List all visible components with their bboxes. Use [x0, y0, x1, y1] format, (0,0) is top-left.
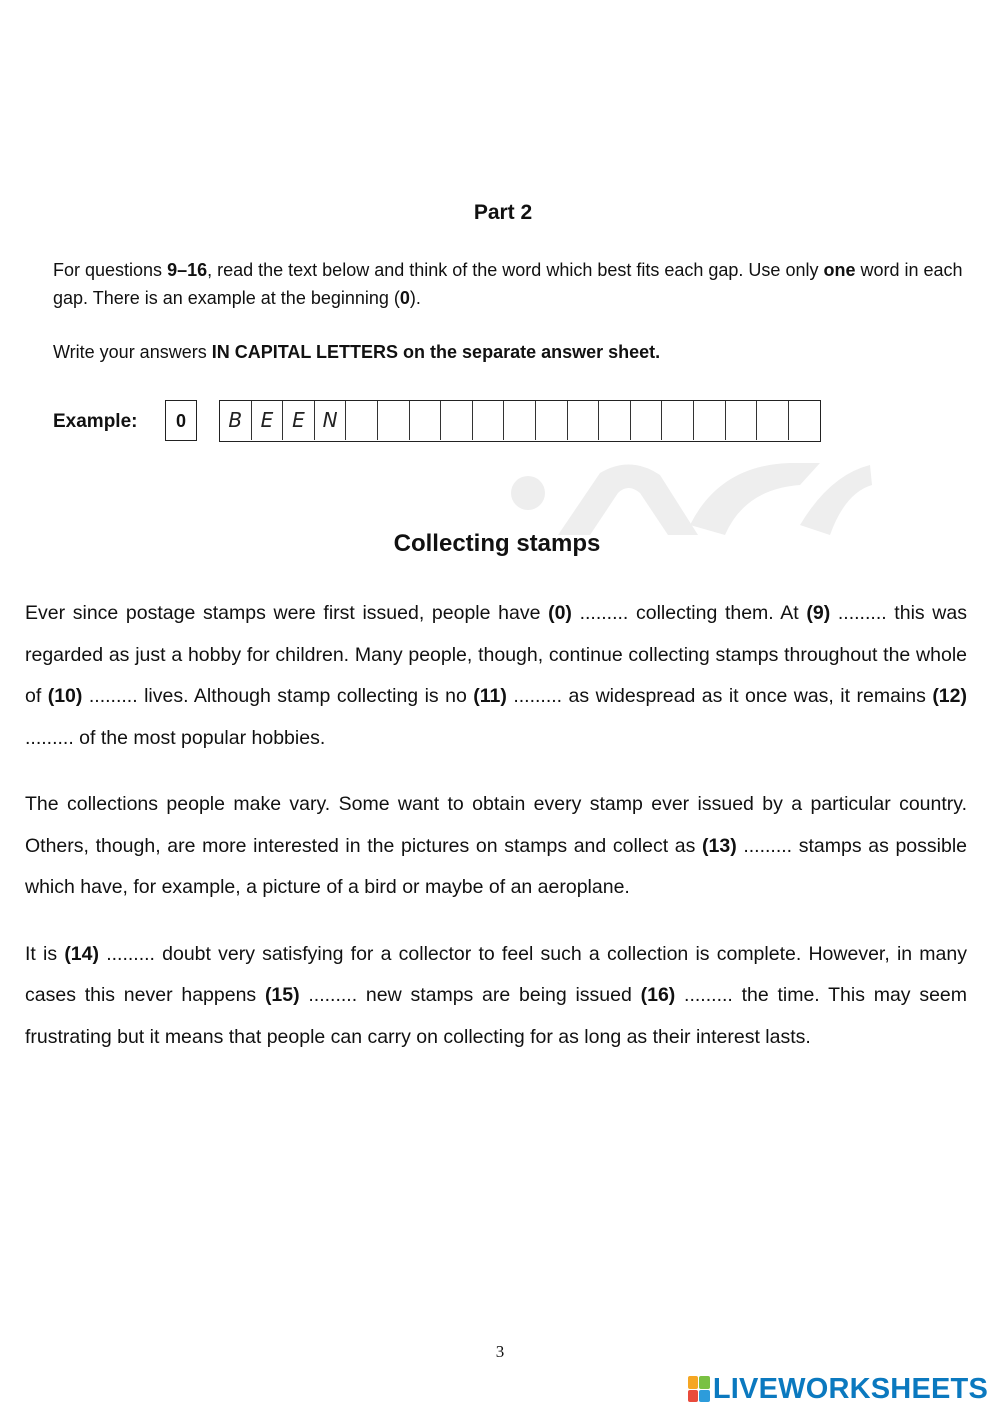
background-watermark	[500, 455, 880, 535]
answer-cell	[757, 401, 789, 440]
text-run: The collections people make vary. Some want to obtain every stamp ever issued by a particular country. Others, though, are more interested in the pictures on stamps and collect as	[25, 793, 967, 857]
answer-cell	[536, 401, 568, 440]
answer-cell	[504, 401, 536, 440]
instruction-questions	[53, 256, 973, 312]
bold-text: 0	[399, 288, 410, 308]
passage-paragraph	[25, 593, 967, 759]
watermark-shapes	[511, 463, 872, 535]
page-number: 3	[495, 1342, 505, 1361]
answer-cell: E	[283, 401, 315, 440]
bold-text: (0)	[548, 602, 572, 624]
text-run: ......... collecting them. At	[571, 602, 807, 624]
logo-tile	[688, 1390, 699, 1403]
instructions	[53, 256, 973, 366]
example-number-box: 0	[165, 400, 197, 441]
bold-text: (12)	[932, 685, 967, 707]
answer-cell: B	[220, 401, 252, 440]
answer-cell: E	[252, 401, 284, 440]
text-run: For questions	[53, 260, 168, 280]
answer-cell	[441, 401, 473, 440]
bold-text: (10)	[47, 685, 83, 707]
logo-tile	[699, 1390, 710, 1403]
text-run: ).	[409, 288, 421, 308]
answer-cell	[346, 401, 378, 440]
bold-text: (16)	[640, 984, 676, 1006]
text-run: , read the text below and think of the word which best fits each gap. Use only	[207, 260, 824, 280]
bold-text: 9–16	[167, 260, 208, 280]
part-title: Part 2	[473, 201, 533, 224]
watermark-stroke	[800, 465, 872, 535]
text-run: word in each gap. There is an example at the beginning (	[53, 260, 963, 308]
example-label: Example:	[53, 411, 138, 432]
text-run: ......... of the most popular hobbies.	[25, 726, 326, 749]
answer-cell: N	[315, 401, 347, 440]
passage	[25, 593, 967, 1058]
logo-tile	[688, 1376, 699, 1389]
text-run: ......... the time. This may seem frustrating but it means that people can carry on collecting for as long as their interest lasts.	[25, 984, 967, 1048]
brand-name: LIVEWORKSHEETS	[712, 1372, 988, 1405]
answer-cell	[473, 401, 505, 440]
answer-cell	[568, 401, 600, 440]
bold-text: (14)	[64, 942, 99, 965]
text-run: Ever since postage stamps were first issued, people have	[25, 602, 549, 624]
answer-cell	[694, 401, 726, 440]
text-title: Collecting stamps	[393, 530, 601, 557]
text-run: ......... lives. Although stamp collecting is no	[82, 685, 474, 707]
answer-cell	[789, 401, 821, 440]
liveworksheets-brand[interactable]	[688, 1372, 988, 1406]
passage-paragraph	[25, 934, 967, 1059]
watermark-arch	[558, 464, 698, 535]
text-run: Write your answers	[53, 342, 212, 362]
bold-text: IN CAPITAL LETTERS on the separate answer sheet.	[211, 342, 661, 362]
text-run: ......... stamps as possible which have, for example, a picture of a bird or maybe of an aeroplane.	[25, 834, 967, 898]
answer-cell	[631, 401, 663, 440]
answer-cell	[599, 401, 631, 440]
text-run: ......... new stamps are being issued	[299, 984, 641, 1006]
example-answer-grid	[219, 400, 821, 442]
text-run: It is	[25, 942, 65, 965]
bold-text: (13)	[702, 834, 737, 857]
liveworksheets-logo-icon	[688, 1376, 710, 1402]
answer-cell	[410, 401, 442, 440]
watermark-dot	[511, 476, 545, 510]
passage-paragraph	[25, 784, 967, 909]
text-run: ......... doubt very satisfying for a collector to feel such a collection is complete. However, in many cases this never happens	[25, 942, 967, 1006]
answer-cell	[662, 401, 694, 440]
logo-tile	[699, 1376, 710, 1389]
answer-cell	[726, 401, 758, 440]
bold-text: one	[823, 260, 856, 280]
instruction-answer-format	[53, 338, 973, 366]
bold-text: (11)	[473, 685, 507, 707]
text-run: ......... as widespread as it once was, it remains	[506, 685, 933, 707]
answer-cell	[378, 401, 410, 440]
bold-text: (9)	[806, 602, 831, 624]
bold-text: (15)	[264, 984, 300, 1006]
text-run: ......... this was regarded as just a hobby for children. Many people, though, continue collecting stamps throughout the whole of	[25, 602, 967, 707]
example-row	[53, 400, 853, 444]
